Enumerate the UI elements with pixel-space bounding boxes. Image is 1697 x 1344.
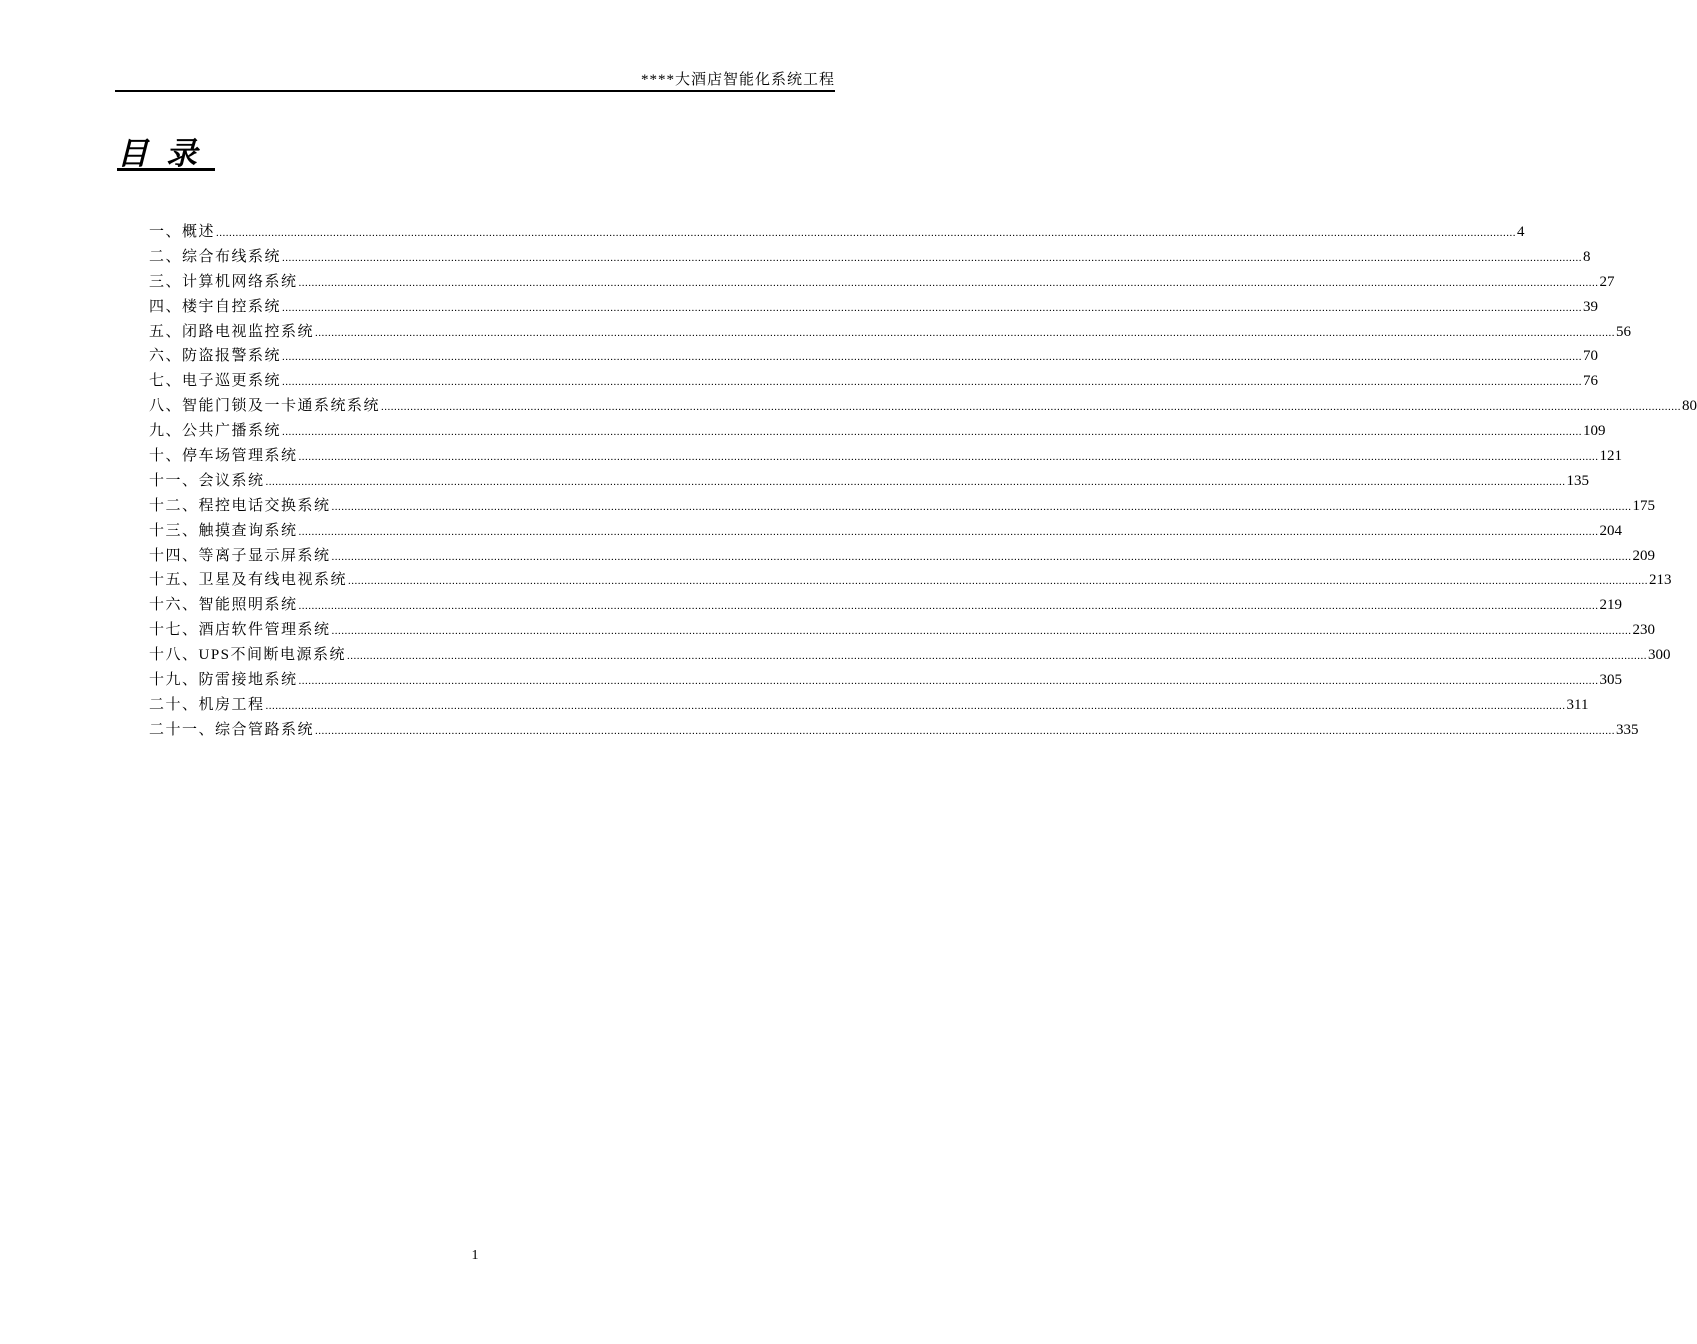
toc-title: 目录 <box>117 136 215 172</box>
toc-entry-page: 300 <box>1648 647 1671 664</box>
toc-dot-leader: ................................................................................................................................................................................................................................................................................................................................................................................................................ <box>282 351 1583 364</box>
toc-entry-label: 十八、UPS不间断电源系统 <box>149 647 347 664</box>
toc-entry-page: 175 <box>1632 497 1656 514</box>
header-title: ****大酒店智能化系统工程 <box>640 72 835 88</box>
toc-entry-page: 219 <box>1599 597 1623 614</box>
toc-dot-leader: ................................................................................................................................................................................................................................................................................................................................................................................................................ <box>315 326 1616 339</box>
toc-entry-page: 4 <box>1517 224 1525 240</box>
toc-entry-label: 十六、智能照明系统 <box>149 597 298 614</box>
toc-dot-leader: ................................................................................................................................................................................................................................................................................................................................................................................................................ <box>381 401 1682 414</box>
toc-entry[interactable] <box>149 369 1599 394</box>
toc-dot-leader: ................................................................................................................................................................................................................................................................................................................................................................................................................ <box>331 625 1632 638</box>
toc-entry-label: 三、计算机网络系统 <box>149 273 298 290</box>
toc-entry[interactable] <box>149 494 1656 519</box>
toc-entry-page: 209 <box>1632 547 1656 564</box>
toc-entry-label: 二十一、综合管路系统 <box>149 721 315 738</box>
toc-entry-page: 80 <box>1682 398 1697 415</box>
toc-entry[interactable] <box>149 344 1599 369</box>
toc-dot-leader: ................................................................................................................................................................................................................................................................................................................................................................................................................ <box>298 525 1599 538</box>
toc-dot-leader: ................................................................................................................................................................................................................................................................................................................................................................................................................ <box>298 451 1599 464</box>
toc-entry-page: 39 <box>1583 298 1599 315</box>
toc-dot-leader: ................................................................................................................................................................................................................................................................................................................................................................................................................ <box>347 650 1648 663</box>
toc-entry-label: 十七、酒店软件管理系统 <box>149 622 331 639</box>
toc-dot-leader: ................................................................................................................................................................................................................................................................................................................................................................................................................ <box>282 301 1583 314</box>
toc-entry-label: 二十、机房工程 <box>149 696 265 713</box>
toc-dot-leader: ................................................................................................................................................................................................................................................................................................................................................................................................................ <box>282 426 1583 439</box>
toc-entry[interactable] <box>149 394 1697 419</box>
toc-dot-leader: ................................................................................................................................................................................................................................................................................................................................................................................................................ <box>298 600 1599 613</box>
toc-dot-leader: ................................................................................................................................................................................................................................................................................................................................................................................................................ <box>216 227 1517 239</box>
toc-entry[interactable] <box>149 668 1623 693</box>
toc-entry[interactable] <box>149 270 1615 295</box>
toc-entry-label: 一、概述 <box>149 224 216 240</box>
toc-entry[interactable] <box>149 419 1606 444</box>
toc-dot-leader: ................................................................................................................................................................................................................................................................................................................................................................................................................ <box>298 675 1599 688</box>
toc-entry-page: 335 <box>1616 721 1639 738</box>
toc-entry-label: 四、楼宇自控系统 <box>149 298 282 315</box>
toc-entry-page: 70 <box>1583 348 1599 365</box>
toc-entry[interactable] <box>149 593 1623 618</box>
toc-entry-label: 八、智能门锁及一卡通系统系统 <box>149 398 381 415</box>
toc-dot-leader: ................................................................................................................................................................................................................................................................................................................................................................................................................ <box>265 699 1566 712</box>
toc-entry[interactable] <box>149 220 1525 245</box>
toc-entry-page: 76 <box>1583 373 1599 390</box>
toc-entry[interactable] <box>149 320 1632 345</box>
toc-entry-label: 二、综合布线系统 <box>149 248 282 265</box>
toc-entry-page: 213 <box>1649 572 1672 589</box>
toc-entry[interactable] <box>149 295 1599 320</box>
toc-entry-page: 204 <box>1599 522 1623 539</box>
toc-entry-page: 311 <box>1566 696 1589 713</box>
toc-entry[interactable] <box>149 618 1656 643</box>
toc-entry-label: 五、闭路电视监控系统 <box>149 323 315 340</box>
toc-entry-label: 十三、触摸查询系统 <box>149 522 298 539</box>
toc-entry-label: 十、停车场管理系统 <box>149 448 298 465</box>
toc-dot-leader: ................................................................................................................................................................................................................................................................................................................................................................................................................ <box>315 724 1616 737</box>
toc-entry-label: 十二、程控电话交换系统 <box>149 497 331 514</box>
toc-dot-leader: ................................................................................................................................................................................................................................................................................................................................................................................................................ <box>265 475 1566 488</box>
page-number: 1 <box>471 1248 479 1263</box>
toc-dot-leader: ................................................................................................................................................................................................................................................................................................................................................................................................................ <box>282 251 1583 264</box>
toc-entry-page: 230 <box>1632 622 1656 639</box>
toc-entry[interactable] <box>149 568 1672 593</box>
toc-entry-page: 109 <box>1583 423 1606 440</box>
toc-entry[interactable] <box>149 444 1623 469</box>
table-of-contents <box>149 220 1697 743</box>
toc-entry-label: 十五、卫星及有线电视系统 <box>149 572 348 589</box>
toc-dot-leader: ................................................................................................................................................................................................................................................................................................................................................................................................................ <box>348 575 1649 588</box>
toc-entry-label: 十一、会议系统 <box>149 472 265 489</box>
toc-entry[interactable] <box>149 245 1591 270</box>
toc-dot-leader: ................................................................................................................................................................................................................................................................................................................................................................................................................ <box>282 376 1583 389</box>
toc-entry-page: 56 <box>1616 323 1632 340</box>
toc-entry[interactable] <box>149 718 1639 743</box>
toc-entry-label: 七、电子巡更系统 <box>149 373 282 390</box>
toc-entry[interactable] <box>149 693 1589 718</box>
toc-entry-label: 九、公共广播系统 <box>149 423 282 440</box>
toc-dot-leader: ................................................................................................................................................................................................................................................................................................................................................................................................................ <box>331 500 1632 513</box>
toc-entry-page: 27 <box>1599 273 1615 290</box>
toc-entry[interactable] <box>149 469 1590 494</box>
toc-dot-leader: ................................................................................................................................................................................................................................................................................................................................................................................................................ <box>331 550 1632 563</box>
toc-entry-page: 121 <box>1599 448 1623 465</box>
toc-entry[interactable] <box>149 643 1671 668</box>
toc-dot-leader: ................................................................................................................................................................................................................................................................................................................................................................................................................ <box>298 276 1599 289</box>
toc-entry-label: 六、防盗报警系统 <box>149 348 282 365</box>
toc-entry-page: 305 <box>1599 672 1623 689</box>
toc-entry-label: 十九、防雷接地系统 <box>149 672 298 689</box>
toc-entry[interactable] <box>149 519 1623 544</box>
page-header <box>115 64 835 92</box>
toc-entry[interactable] <box>149 544 1656 569</box>
toc-entry-page: 8 <box>1583 248 1591 265</box>
toc-entry-label: 十四、等离子显示屏系统 <box>149 547 331 564</box>
toc-entry-page: 135 <box>1566 472 1590 489</box>
